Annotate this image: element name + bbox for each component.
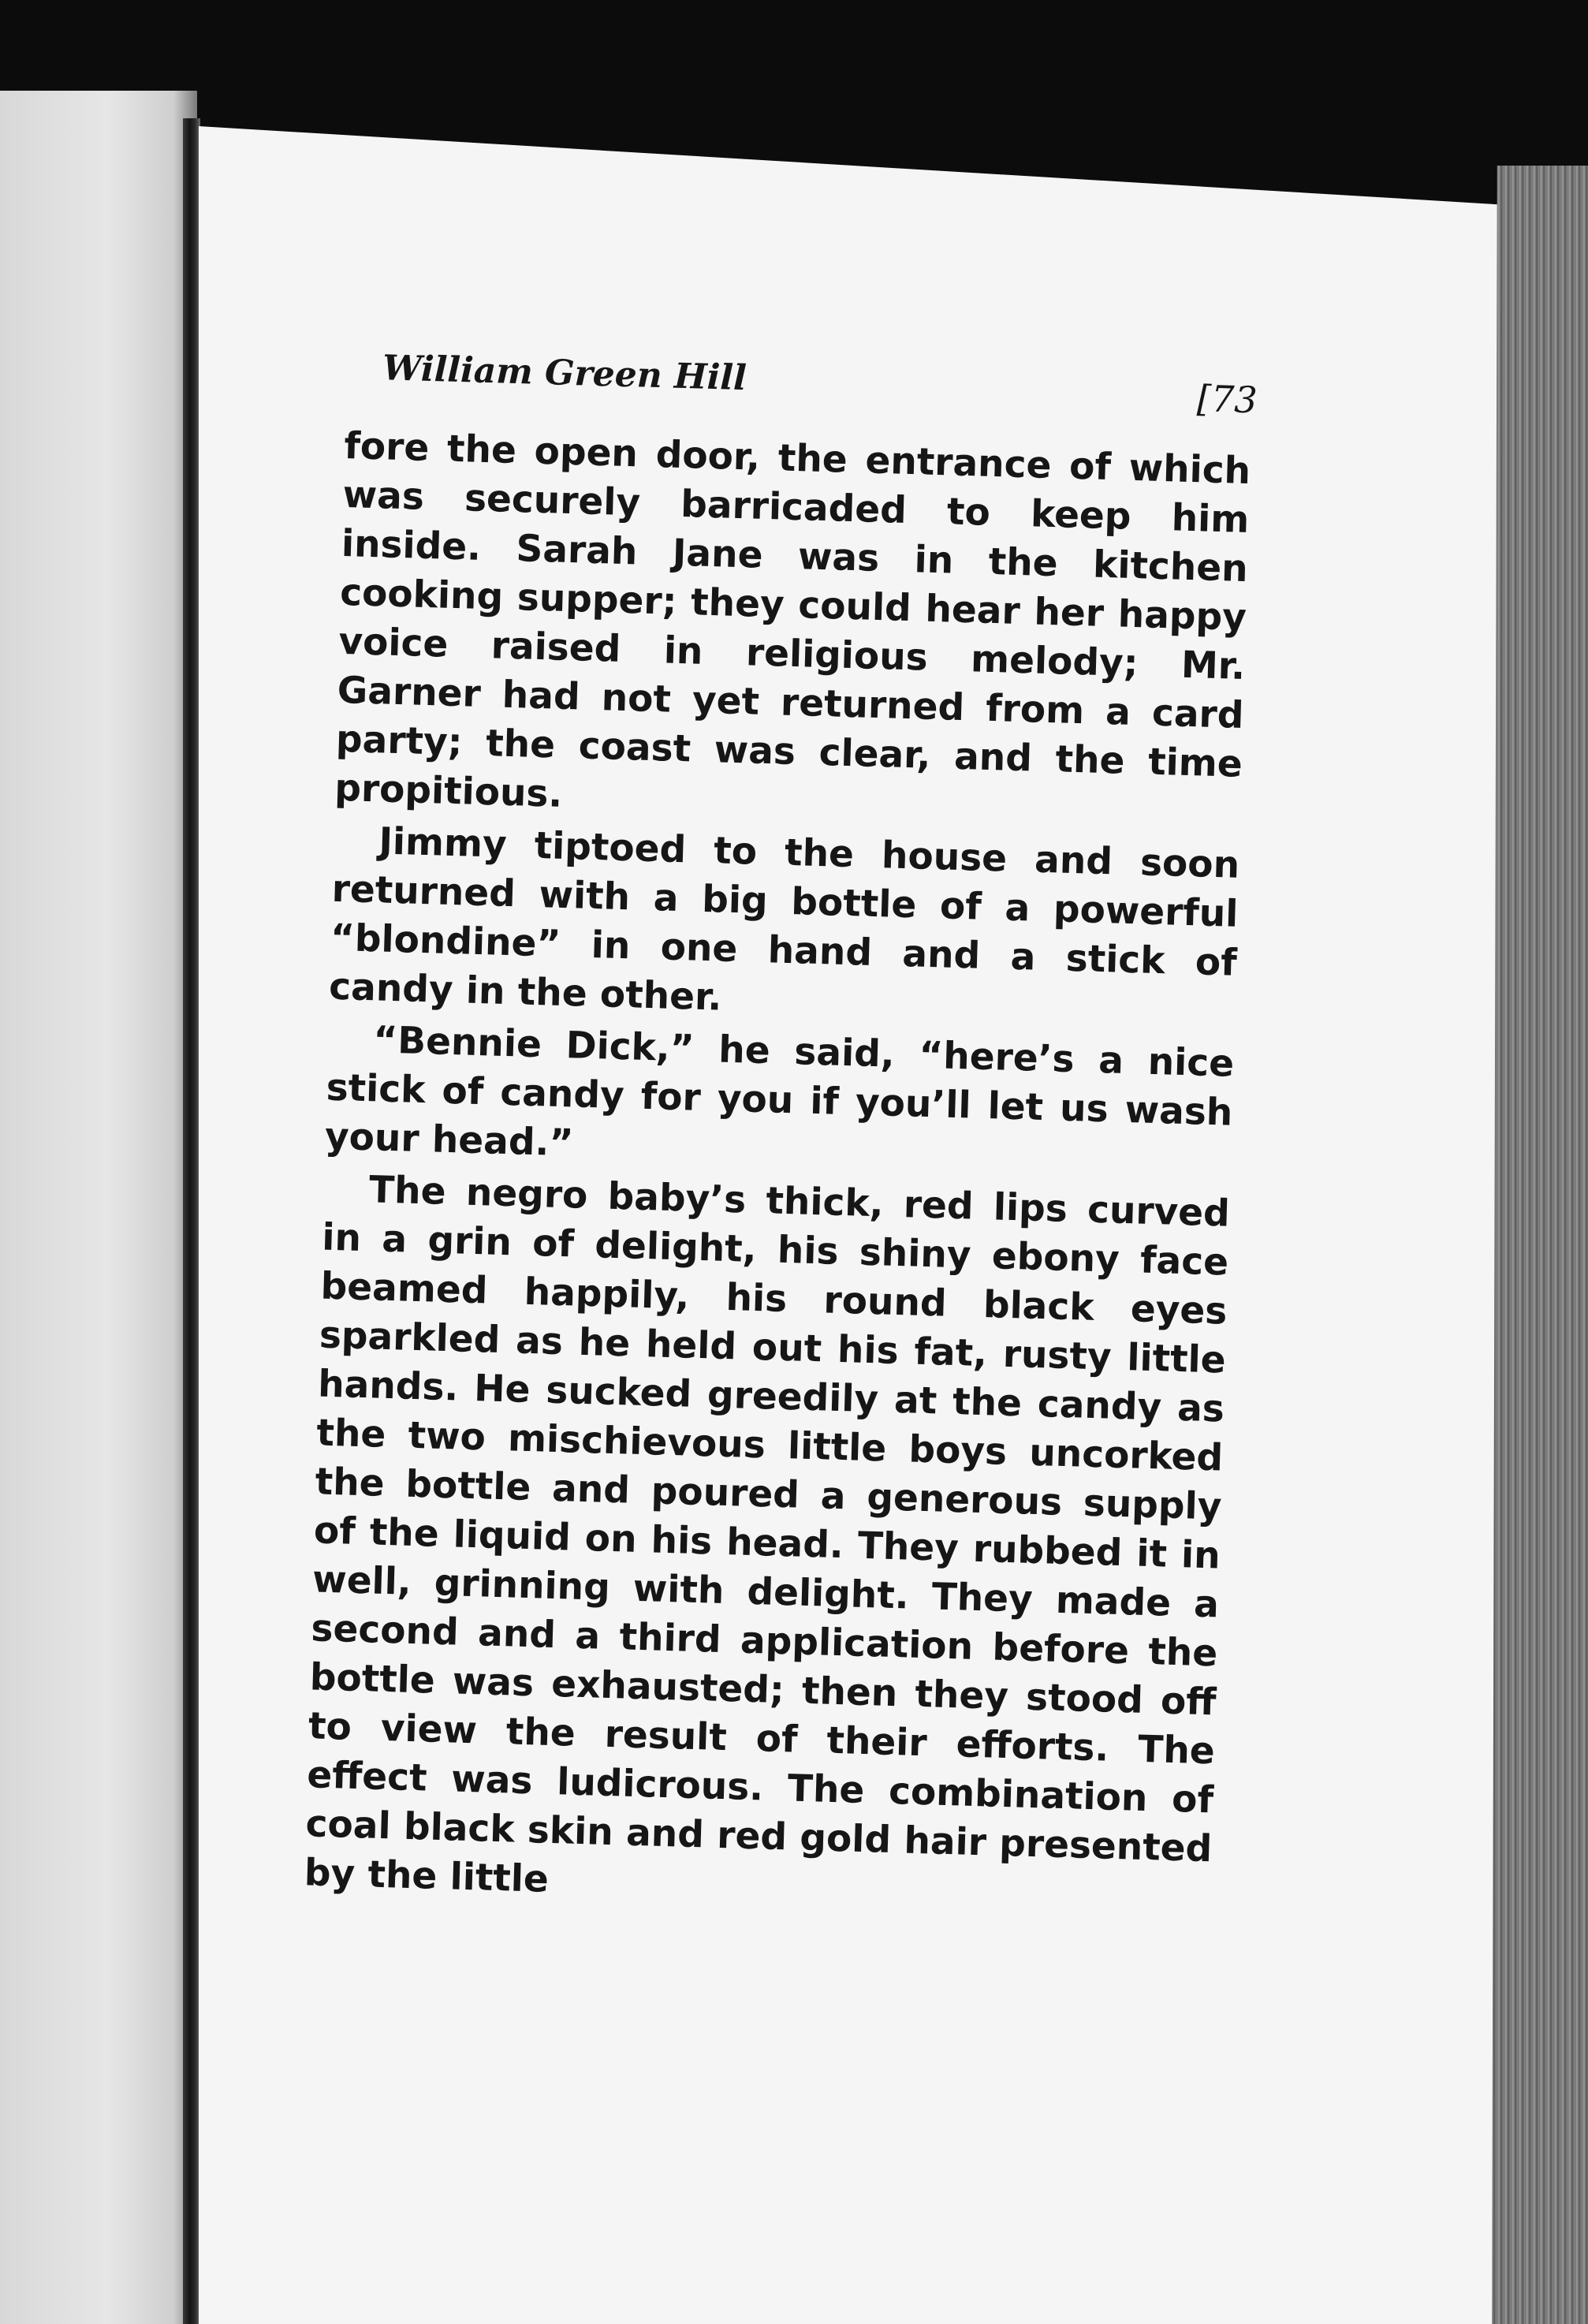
paragraph: Jimmy tiptoed to the house and soon returned with a big bottle of a powerful “blondine” in one hand and a stick of candy in the other. <box>328 819 1240 1020</box>
page-stack-edge <box>1482 166 1588 2324</box>
page-number: [73 <box>1196 377 1258 422</box>
left-page-edge <box>0 91 197 2324</box>
page-text <box>304 347 1258 1926</box>
book-gutter <box>183 118 200 2324</box>
paragraph: fore the open door, the entrance of which was securely barricaded to keep him inside. Sarah Jane was in the kitchen cooking supper; they could hear her happy voice raised in religious melody; Mr. Garner had not yet returned from a card party; the coast was clear, and the time propitious. <box>334 423 1251 816</box>
paragraph: The negro baby’s thick, red lips curved in a grin of delight, his shiny ebony face beamed happily, his round black eyes sparkled as he held out his fat, rusty little hands. He sucked greedily at the candy as the two mischievous little boys uncorked the bottle and poured a generous supply of the liquid on his head. They rubbed it in well, grinning with delight. They made a second and a third application before the bottle was exhausted; then they stood off to view the result of their efforts. The effect was ludicrous. The combination of coal black skin and red gold hair presented by the little <box>304 1168 1231 1901</box>
paragraph: “Bennie Dick,” he said, “here’s a nice stick of candy for you if you’ll let us wash your head.” <box>324 1018 1235 1166</box>
running-head-title: William Green Hill <box>382 348 747 399</box>
